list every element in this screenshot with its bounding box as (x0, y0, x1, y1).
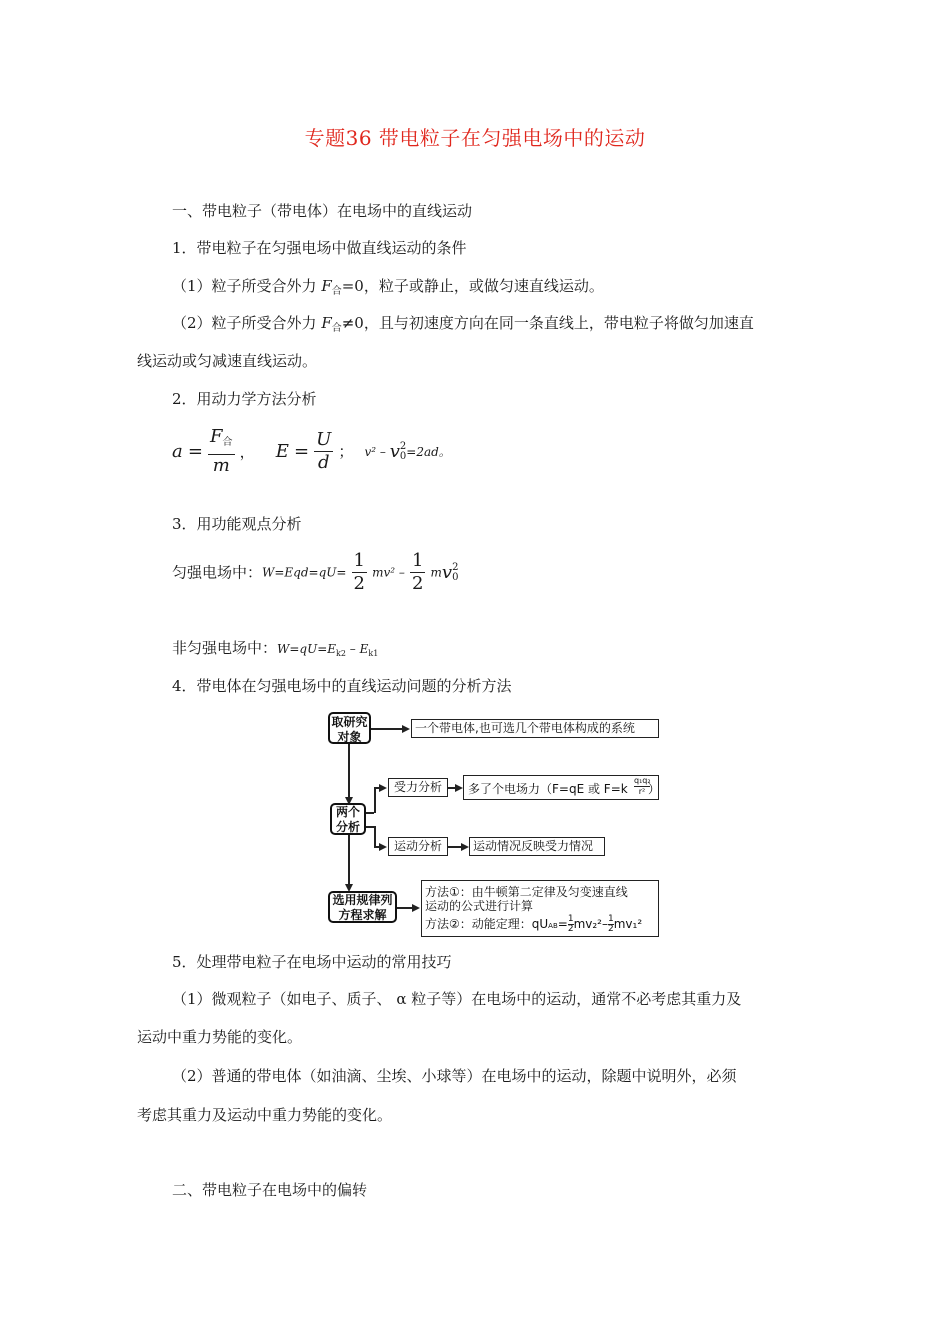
kinematic-rhs: =2ad。 (406, 445, 451, 459)
uniform-label: 匀强电场中： (172, 563, 263, 582)
half-den: 2 (567, 924, 574, 934)
v0-symbol: v (389, 441, 400, 462)
connector (374, 787, 376, 813)
method-1-line-a: 方法①：由牛顿第二定律及匀变速直线 (425, 885, 628, 899)
arrow-right-icon (461, 843, 469, 851)
condition-2 (172, 313, 754, 339)
box-research-desc: 一个带电体,也可选几个带电体构成的系统 (411, 719, 659, 738)
u-over-d (314, 429, 333, 474)
m-den: m (212, 455, 230, 476)
k1-sub: k1 (368, 649, 379, 658)
m-symbol: m (430, 565, 442, 580)
equals: = (187, 441, 203, 462)
f-symbol: F (321, 314, 332, 332)
half-den: 2 (353, 573, 365, 594)
force-close: ） (648, 782, 661, 796)
half-num: 1 (607, 914, 614, 924)
kinematic-lhs: v² – (364, 444, 390, 459)
half-fraction (352, 550, 367, 595)
he-subscript: 合 (331, 323, 342, 334)
connector (448, 846, 462, 848)
arrow-right-icon (412, 904, 420, 912)
v0-square: 2 (452, 561, 459, 573)
box-motion-analysis: 运动分析 (388, 837, 448, 856)
v0-zero: 0 (399, 450, 407, 462)
v0-symbol: v (441, 562, 453, 583)
u-num: U (316, 429, 332, 450)
page-title: 专题36 带电粒子在匀强电场中的运动 (304, 126, 646, 150)
box-research-object: 取研究对象 (328, 712, 371, 744)
comma: ， (239, 442, 255, 461)
condition-1-post: =0，粒子或静止，或做匀速直线运动。 (341, 277, 604, 295)
connector (374, 826, 376, 847)
tip-2-line-b: 考虑其重力及运动中重力势能的变化。 (137, 1106, 393, 1124)
arrow-right-icon (379, 784, 387, 792)
item-1: 1．带电粒子在匀强电场中做直线运动的条件 (172, 239, 467, 257)
condition-2-pre: （2）粒子所受合外力 (172, 314, 322, 332)
f-over-m (208, 426, 235, 477)
box-motion-desc: 运动情况反映受力情况 (469, 837, 605, 856)
box-two-analyses: 两个分析 (330, 803, 366, 835)
mv2-term: mv² – (372, 565, 405, 580)
mv1-term: mv₁² (613, 917, 643, 931)
connector (371, 728, 403, 730)
d-den: d (317, 452, 330, 473)
half-num: 1 (567, 914, 574, 924)
force-desc-text: 多了个电场力（F=qE 或 F=k (468, 782, 628, 796)
tip-1-line-a: （1）微观粒子（如电子、质子、 α 粒子等）在电场中的运动，通常不必考虑其重力及 (172, 990, 742, 1008)
condition-1-pre: （1）粒子所受合外力 (172, 277, 322, 295)
connector (348, 744, 350, 799)
item-2: 2．用动力学方法分析 (172, 390, 317, 408)
connector (366, 826, 374, 828)
ab-subscript: AB (548, 922, 558, 930)
v0-square: 2 (399, 440, 407, 452)
tip-1-line-b: 运动中重力势能的变化。 (137, 1028, 303, 1046)
work-lhs-2: W=qU=E (277, 642, 337, 656)
force-fraction-den: r² (638, 787, 646, 796)
section-2-heading: 二、带电粒子在电场中的偏转 (172, 1181, 368, 1199)
tip-2-line-a: （2）普通的带电体（如油滴、尘埃、小球等）在电场中的运动，除题中说明外，必须 (172, 1067, 737, 1085)
box-force-analysis: 受力分析 (388, 778, 448, 797)
k2-sub: k2 (336, 649, 346, 658)
connector (397, 907, 413, 909)
nonuniform-energy-formula (172, 638, 378, 658)
condition-2-post: ≠0，且与初速度方向在同一条直线上，带电粒子将做匀加速直 (341, 314, 754, 332)
method-2 (425, 915, 642, 934)
he-subscript: 合 (331, 286, 342, 297)
half-den: 2 (607, 924, 614, 934)
connector (348, 835, 350, 885)
half-fraction (410, 550, 425, 595)
condition-2-continued: 线运动或匀减速直线运动。 (137, 352, 318, 370)
box-choose-laws: 选用规律列方程求解 (328, 891, 397, 923)
arrow-right-icon (455, 784, 463, 792)
f-symbol: F (321, 277, 332, 295)
arrow-right-icon (379, 843, 387, 851)
e-symbol: E (275, 441, 289, 462)
semicolon: ； (338, 442, 354, 461)
item-4: 4．带电体在匀强电场中的直线运动问题的分析方法 (172, 677, 512, 695)
work-lhs: W=Eqd=qU= (262, 565, 347, 580)
box-force-desc (463, 775, 659, 800)
v0-zero: 0 (452, 571, 459, 583)
nonuniform-label: 非匀强电场中： (172, 639, 278, 657)
equals: = (293, 441, 310, 462)
box-methods (421, 880, 659, 937)
half-den: 2 (411, 573, 424, 594)
item-5: 5．处理带电粒子在电场中运动的常用技巧 (172, 953, 452, 971)
he-subscript: 合 (222, 437, 233, 448)
a-symbol: a (172, 441, 183, 462)
f-num: F (210, 426, 223, 447)
half-num: 1 (353, 550, 365, 571)
item-3: 3．用功能观点分析 (172, 515, 302, 533)
mv2-term: mv₂²– (573, 917, 608, 931)
dynamics-formula (172, 426, 451, 476)
method-2-text: 方法②：动能定理：qU (425, 917, 549, 931)
condition-1 (172, 276, 604, 302)
uniform-energy-formula (172, 550, 458, 600)
half-num: 1 (411, 550, 424, 571)
method-1-line-b: 运动的公式进行计算 (425, 899, 534, 913)
section-1-heading: 一、带电粒子（带电体）在电场中的直线运动 (172, 202, 473, 220)
force-fraction-num: q₁q₂ (634, 776, 651, 785)
minus-e: – E (345, 642, 369, 656)
method-2-eq: = (557, 917, 568, 931)
connector (366, 812, 374, 814)
arrow-right-icon (402, 725, 410, 733)
